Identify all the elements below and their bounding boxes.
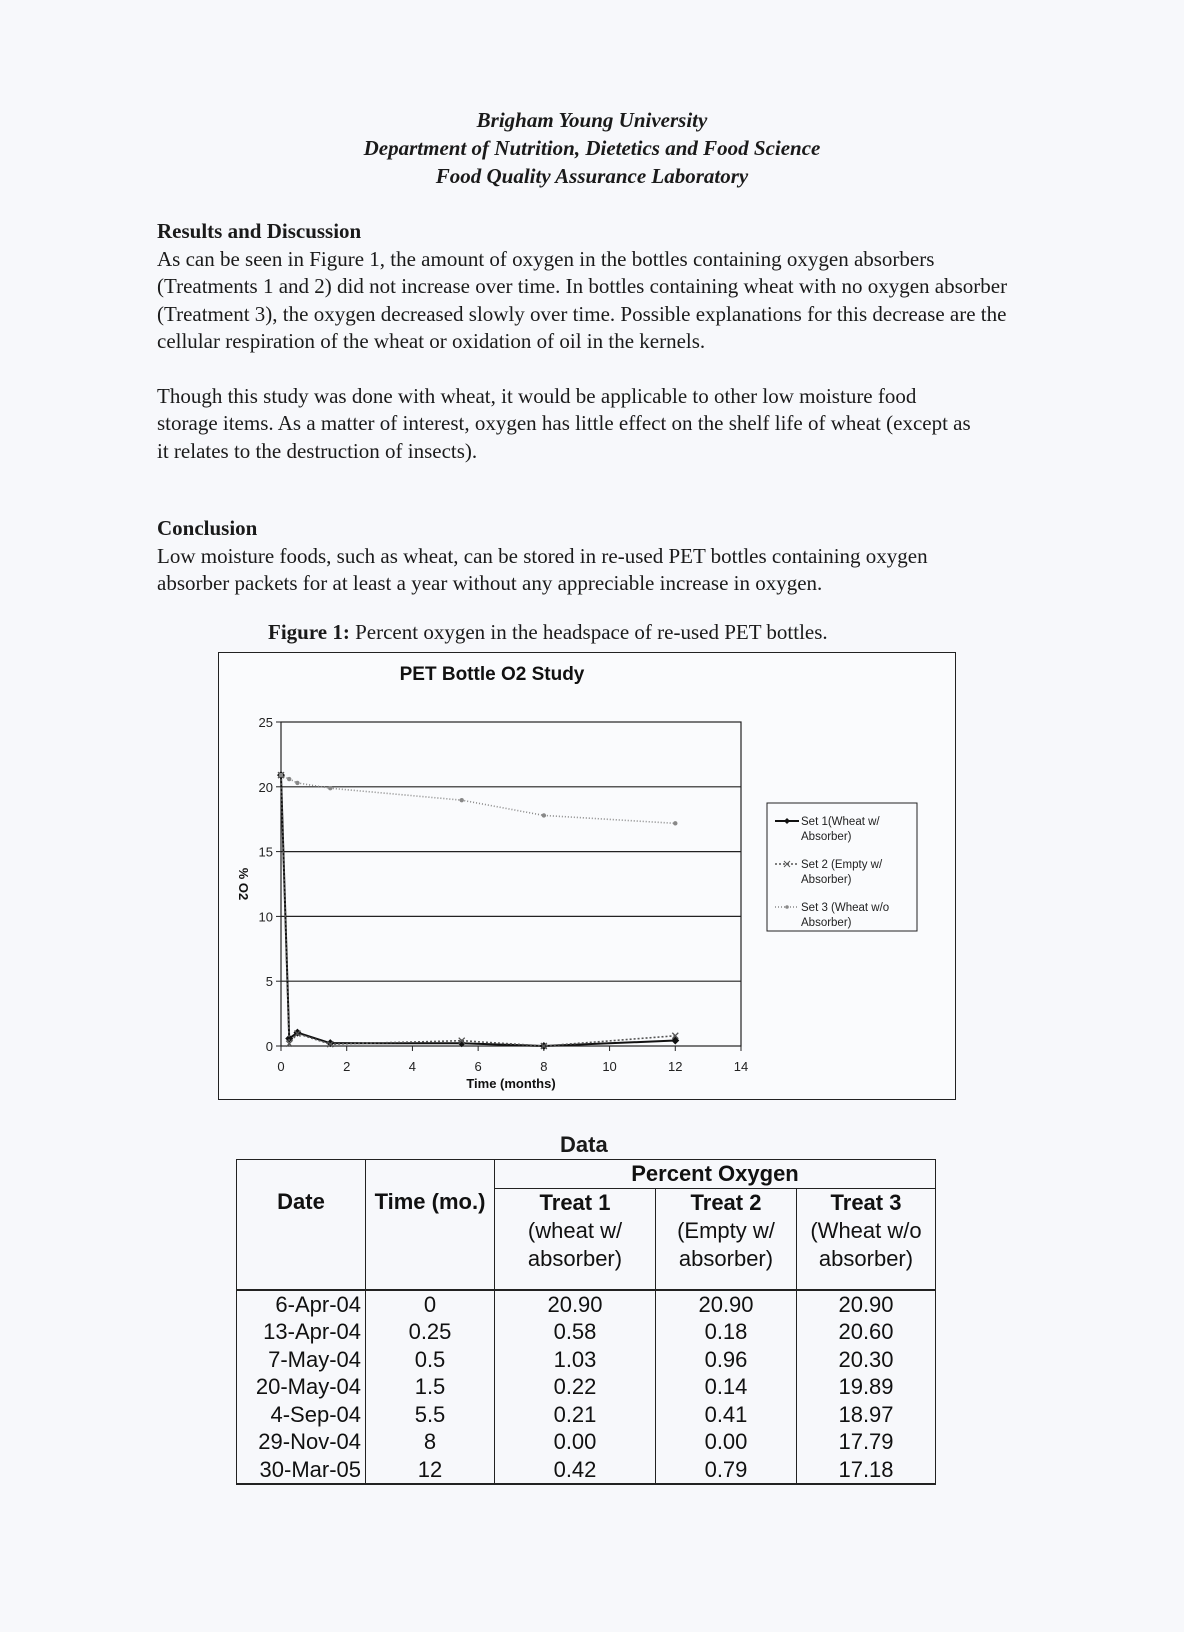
chart-title: PET Bottle O2 Study (399, 664, 585, 685)
header-blank-time (366, 1160, 495, 1189)
figure-caption (268, 620, 828, 645)
cell-time: 12 (366, 1456, 495, 1485)
y-tick-label: 10 (258, 909, 273, 925)
figure-label: Figure 1: (268, 620, 350, 644)
data-point-set3 (279, 773, 283, 777)
table-title: Data (560, 1132, 608, 1157)
data-point-set3 (287, 777, 291, 781)
cell-t1: 0.42 (495, 1456, 656, 1485)
cell-t3: 18.97 (797, 1401, 936, 1429)
cell-time: 8 (366, 1428, 495, 1456)
table-row (237, 1290, 936, 1319)
treat3-desc-2: absorber) (818, 1246, 914, 1271)
data-table (236, 1159, 936, 1485)
legend-marker-3 (785, 905, 789, 909)
figure-caption-text: Percent oxygen in the headspace of re-used PET bottles. (355, 620, 828, 644)
cell-date: 4-Sep-04 (237, 1401, 366, 1429)
treat2-desc-2: absorber) (678, 1246, 774, 1271)
cell-time: 0.25 (366, 1318, 495, 1346)
x-tick-label: 14 (733, 1059, 749, 1074)
cell-t2: 0.41 (656, 1401, 797, 1429)
series-line-2 (281, 775, 675, 1046)
x-tick-label: 6 (474, 1059, 482, 1074)
y-tick-label: 0 (265, 1039, 273, 1054)
treat1-header (495, 1189, 656, 1290)
treat2-desc-1: (Empty w/ (677, 1218, 775, 1243)
cell-date: 13-Apr-04 (237, 1318, 366, 1346)
treat3-header (797, 1189, 936, 1290)
data-point-set3 (460, 798, 464, 802)
cell-t1: 20.90 (495, 1290, 656, 1319)
conclusion-text: Low moisture foods, such as wheat, can be stored in re-used PET bottles containing oxygen absorber packets for at least a year without any appreciable increase in oxygen. (157, 543, 928, 595)
cell-t3: 17.79 (797, 1428, 936, 1456)
x-tick-label: 8 (540, 1059, 548, 1074)
treat3-name: Treat 3 (830, 1190, 902, 1215)
date-header: Date (237, 1189, 366, 1290)
cell-t3: 20.30 (797, 1346, 936, 1374)
cell-t3: 20.60 (797, 1318, 936, 1346)
series-line-1 (281, 775, 675, 1046)
results-paragraph-2: Though this study was done with wheat, it would be applicable to other low moisture food storage items. As a matter of interest, oxygen has little effect on the shelf life of wheat (except as it relates to the destruction of insects). (157, 383, 971, 463)
header-blank-date (237, 1160, 366, 1189)
time-header: Time (mo.) (366, 1189, 495, 1290)
y-tick-label: 5 (265, 974, 273, 990)
cell-date: 7-May-04 (237, 1346, 366, 1374)
y-tick-label: 20 (258, 779, 273, 795)
letterhead (0, 106, 1184, 190)
cell-t3: 20.90 (797, 1290, 936, 1319)
treat2-name: Treat 2 (690, 1190, 762, 1215)
data-point-set3 (328, 786, 332, 790)
cell-date: 20-May-04 (237, 1373, 366, 1401)
cell-time: 1.5 (366, 1373, 495, 1401)
table-row (237, 1428, 936, 1456)
treat3-desc-1: (Wheat w/o (810, 1218, 922, 1243)
data-point-set3 (295, 781, 299, 785)
cell-time: 0.5 (366, 1346, 495, 1374)
percent-oxygen-header: Percent Oxygen (495, 1160, 936, 1189)
cell-t1: 0.21 (495, 1401, 656, 1429)
university-name: Brigham Young University (476, 108, 708, 132)
lab-name: Food Quality Assurance Laboratory (435, 164, 749, 188)
cell-time: 5.5 (366, 1401, 495, 1429)
x-axis-label: Time (months) (466, 1076, 556, 1091)
x-tick-label: 12 (668, 1059, 683, 1074)
cell-t2: 20.90 (656, 1290, 797, 1319)
treat2-header (656, 1189, 797, 1290)
cell-t3: 19.89 (797, 1373, 936, 1401)
cell-date: 29-Nov-04 (237, 1428, 366, 1456)
x-tick-label: 0 (277, 1059, 285, 1074)
results-heading: Results and Discussion (157, 219, 362, 243)
table-row (237, 1401, 936, 1429)
department-name: Department of Nutrition, Dietetics and Food Science (363, 136, 821, 160)
cell-t2: 0.14 (656, 1373, 797, 1401)
cell-time: 0 (366, 1290, 495, 1319)
table-row (237, 1346, 936, 1374)
cell-t2: 0.96 (656, 1346, 797, 1374)
plot-area (281, 722, 741, 1046)
cell-t1: 0.58 (495, 1318, 656, 1346)
cell-t1: 0.22 (495, 1373, 656, 1401)
table-row (237, 1373, 936, 1401)
results-section (157, 218, 1017, 465)
chart-svg (219, 653, 955, 1099)
y-tick-label: 15 (258, 844, 273, 860)
cell-t1: 0.00 (495, 1428, 656, 1456)
cell-t1: 1.03 (495, 1346, 656, 1374)
legend-label-3: Set 3 (Wheat w/o Absorber) (801, 902, 890, 929)
cell-t2: 0.18 (656, 1318, 797, 1346)
conclusion-section (157, 515, 1017, 598)
y-tick-label: 25 (258, 715, 273, 730)
series-line-3 (281, 775, 675, 823)
cell-t2: 0.00 (656, 1428, 797, 1456)
cell-t3: 17.18 (797, 1456, 936, 1485)
data-point-set3 (542, 813, 546, 817)
results-paragraph-1: As can be seen in Figure 1, the amount of oxygen in the bottles containing oxygen absorbers (Treatments 1 and 2) did not increase over time. In bottles containing wheat with no oxygen absorber (Treatment 3), the oxygen decreased slowly over time. Possible explanations for this decrease are the cellular respiration of the wheat or oxidation of oil in the kernels. (157, 246, 1008, 353)
table-row (237, 1456, 936, 1485)
x-tick-label: 10 (602, 1059, 617, 1074)
cell-date: 30-Mar-05 (237, 1456, 366, 1485)
o2-chart (218, 652, 956, 1100)
table-row (237, 1318, 936, 1346)
x-tick-label: 2 (343, 1059, 351, 1074)
cell-t2: 0.79 (656, 1456, 797, 1485)
x-tick-label: 4 (408, 1059, 417, 1074)
treat1-desc-2: absorber) (527, 1246, 623, 1271)
legend-label-1: Set 1(Wheat w/ Absorber) (801, 816, 880, 843)
legend-label-2: Set 2 (Empty w/ Absorber) (801, 859, 883, 886)
conclusion-heading: Conclusion (157, 516, 258, 540)
cell-date: 6-Apr-04 (237, 1290, 366, 1319)
data-point-set3 (673, 821, 677, 825)
treat1-desc-1: (wheat w/ (527, 1218, 623, 1243)
treat1-name: Treat 1 (539, 1190, 611, 1215)
y-axis-label: % O2 (236, 867, 251, 901)
